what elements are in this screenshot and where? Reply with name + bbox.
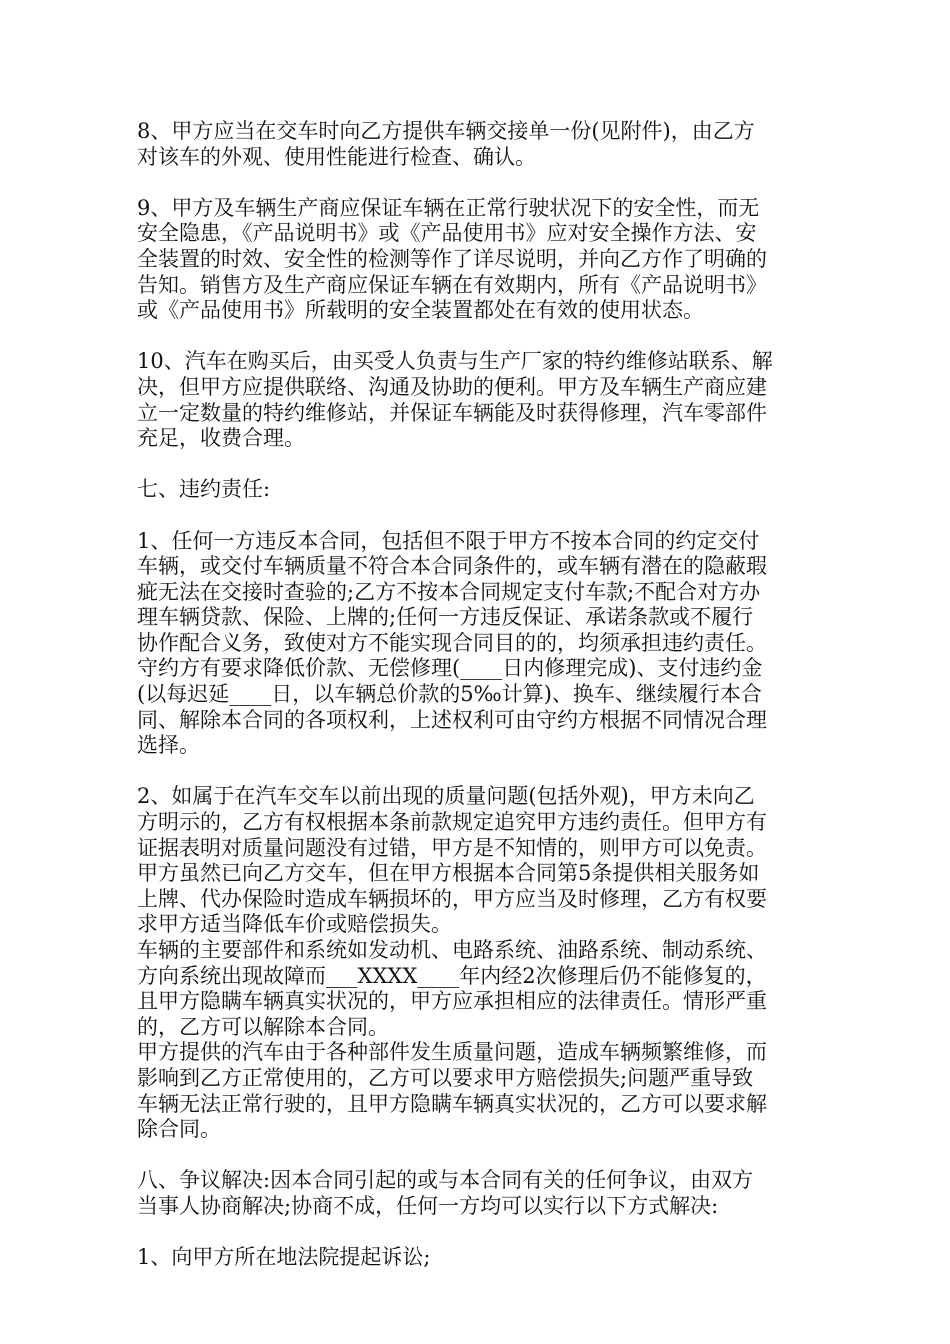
document-page bbox=[137, 119, 817, 1296]
section-7-item-1-remedies: 守约方有要求降低价款、无偿修理(____日内修理完成)、支付违约金 (以每迟延____日，以车辆总价款的5‰计算)、换车、继续履行本合 同、解除本合同的各项权利，上述权利可由守约方根据不同情况合理 选择。 bbox=[137, 656, 767, 758]
section-8-item-1: 1、向甲方所在地法院提起诉讼; bbox=[137, 1245, 431, 1270]
section-7-title: 七、违约责任: bbox=[137, 477, 271, 502]
section-7-item-2-major-faults: 车辆的主要部件和系统如发动机、电路系统、油路系统、制动系统、 方向系统出现故障而___XXXX____年内经2次修理后仍不能修复的， 且甲方隐瞒车辆真实状况的，甲方应承担相应的法律责任。情形严重 的，乙方可以解除本合同。 bbox=[137, 938, 767, 1039]
section-8-dispute-resolution: 八、争议解决:因本合同引起的或与本合同有关的任何争议，由双方 当事人协商解决;协商不成，任何一方均可以实行以下方式解决: bbox=[137, 1168, 754, 1218]
section-7-item-2-frequent-repairs: 甲方提供的汽车由于各种部件发生质量问题，造成车辆频繁维修，而 影响到乙方正常使用的，乙方可以要求甲方赔偿损失;问题严重导致 车辆无法正常行驶的，且甲方隐瞒车辆真实状况的，乙方可以要求解 除合同。 bbox=[137, 1040, 767, 1142]
section-7-item-2 bbox=[137, 784, 817, 1142]
clause-10: 10、汽车在购买后，由买受人负责与生产厂家的特约维修站联系、解 决，但甲方应提供联络、沟通及协助的便利。甲方及车辆生产商应建 立一定数量的特约维修站，并保证车辆能及时获得修理，汽车零部件 充足，收费合理。 bbox=[137, 349, 773, 451]
section-7-item-2-service-damage: 甲方虽然已向乙方交车，但在甲方根据本合同第5条提供相关服务如 上牌、代办保险时造成车辆损坏的，甲方应当及时修理，乙方有权要 求甲方适当降低车价或赔偿损失。 bbox=[137, 861, 767, 937]
section-7-item-2-text: 2、如属于在汽车交车以前出现的质量问题(包括外观)，甲方未向乙 方明示的，乙方有权根据本条前款规定追究甲方违约责任。但甲方有 证据表明对质量问题没有过错，甲方是不知情的，则甲方可以免责。 bbox=[137, 784, 767, 860]
section-7-item-1 bbox=[137, 529, 817, 759]
clause-9: 9、甲方及车辆生产商应保证车辆在正常行驶状况下的安全性，而无 安全隐患，《产品说明书》或《产品使用书》应对安全操作方法、安 全装置的时效、安全性的检测等作了详尽说明，并向乙方作了明确的 告知。销售方及生产商应保证车辆在有效期内，所有《产品说明书》 或《产品使用书》所载明的安全装置都处在有效的使用状态。 bbox=[137, 195, 767, 323]
clause-8: 8、甲方应当在交车时向乙方提供车辆交接单一份(见附件)，由乙方 对该车的外观、使用性能进行检查、确认。 bbox=[137, 119, 755, 169]
section-7-item-1-text: 1、任何一方违反本合同，包括但不限于甲方不按本合同的约定交付 车辆，或交付车辆质量不符合本合同条件的，或车辆有潜在的隐蔽瑕 疵无法在交接时查验的;乙方不按本合同规定支付车款;不配合对方办 理车辆贷款、保险、上牌的;任何一方违反保证、承诺条款或不履行 协作配合义务，致使对方不能实现合同目的的，均须承担违约责任。 bbox=[137, 528, 767, 655]
